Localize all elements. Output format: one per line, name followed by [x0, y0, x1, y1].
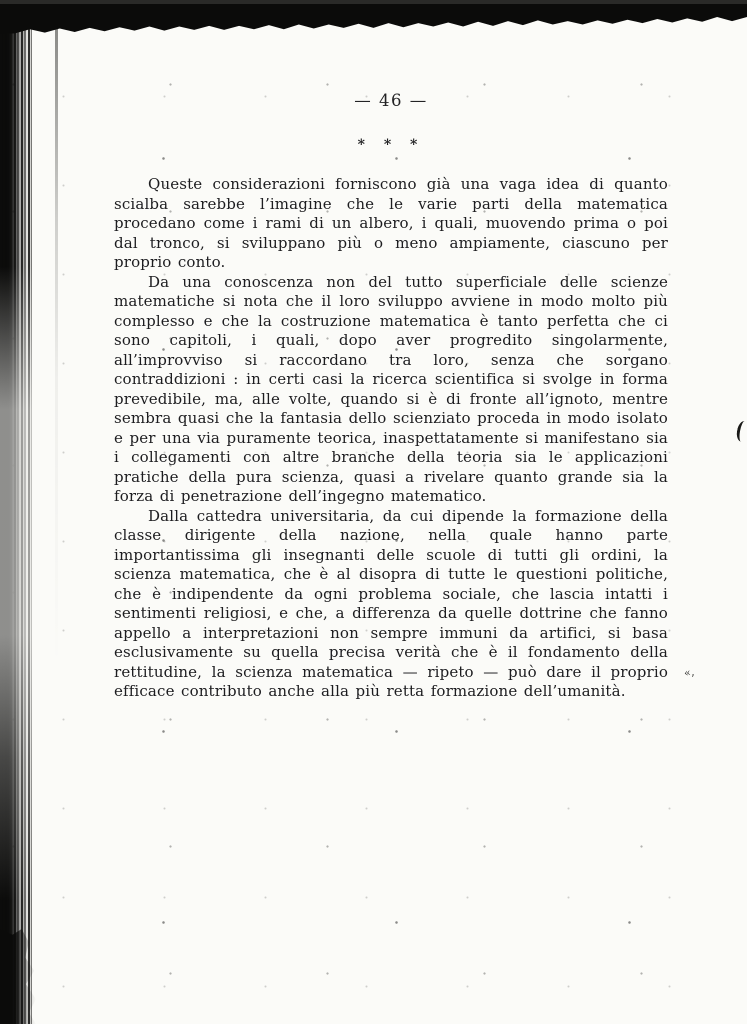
page-content: [114, 0, 668, 702]
body-text: [114, 175, 668, 702]
ink-mark-right-edge: [735, 420, 747, 443]
paragraph-3: Dalla cattedra universitaria, da cui dipende la formazione della classe dirigente della nazione, nella quale hanno parte importantissima gli insegnanti delle scuole di tutti gli ordini, la scienza matematica, che è al disopra di tutte le questioni politiche, che è indipendente da ogni problema sociale, che lascia intatti i sentimenti religiosi, e che, a differenza da quelle dottrine che fanno appello a interpretazioni non sempre immuni da artifici, si basa esclusivamente su quella precisa verità che è il fondamento della rettitudine, la scienza matematica — ripeto — può dare il proprio efficace contributo anche alla più retta formazione dell’umanità.: [114, 506, 668, 700]
scan-artifact-left-edge-fade: [0, 0, 32, 1024]
ink-smudge-mark: «,: [682, 665, 696, 680]
section-separator-asterisks: * * *: [357, 137, 425, 153]
scan-artifact-binding-crease: [55, 26, 58, 666]
paragraph-2: Da una conoscenza non del tutto superficiale delle scienze matematiche si nota che il loro sviluppo avviene in modo molto più complesso e che la costruzione matematica è tanto perfetta che ci sono capitoli, i quali, dopo aver progredito singolarmente, all’improvviso si raccordano tra loro, senza che sorgano contraddizioni : in certi casi la ricerca scientifica si svolge in forma prevedibile, ma, alle volte, quando si è di fronte all’ignoto, mentre sembra quasi che la fantasia dello scienziato proceda in modo isolato e per una via puramente teorica, inaspettatamente si manifestano sia i collegamenti con altre branche della teoria sia le applicazioni pratiche della pura scienza, quasi a rivelare quanto grande sia la forza di penetrazione dell’ingegno matematico.: [114, 272, 668, 505]
page-number: — 46 —: [354, 91, 428, 110]
paragraph-1: Queste considerazioni forniscono già una vaga idea di quanto scialba sarebbe l’imagine che le varie parti della matematica procedano come i rami di un albero, i quali, muovendo prima o poi dal tronco, si sviluppano più o meno ampiamente, ciascuno per proprio conto.: [114, 175, 668, 271]
